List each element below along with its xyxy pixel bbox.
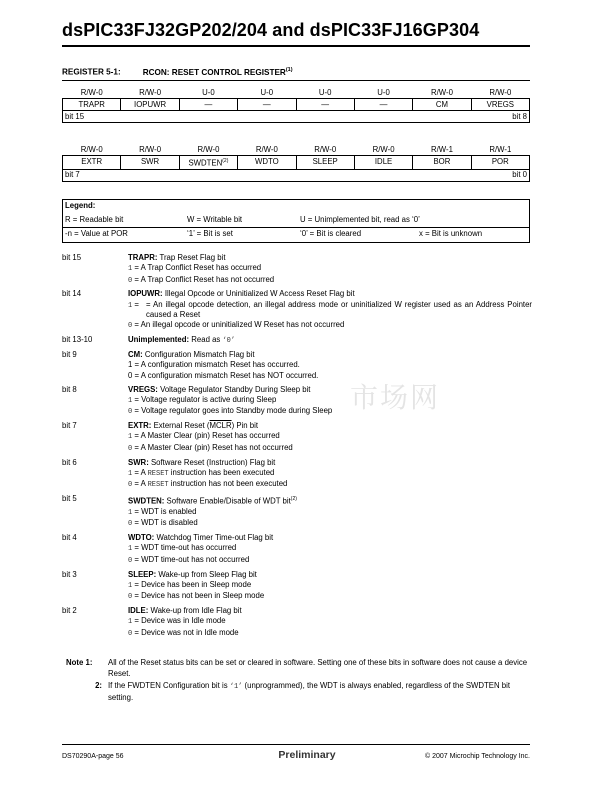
footer-copyright: © 2007 Microchip Technology Inc. (424, 753, 530, 760)
edge-row-low (63, 169, 530, 181)
bit-title: Software Enable/Disable of WDT bit (164, 496, 291, 506)
bit-title: Read as (189, 335, 223, 345)
option-text: 0 = A configuration mismatch Reset has NOT occurred. (128, 370, 319, 380)
bit-name: CM: (128, 350, 143, 360)
bit-cell: IDLE (354, 156, 412, 170)
option-key: 1 (128, 265, 133, 274)
option-key: 1 (128, 301, 133, 310)
bit-name: VREGS: (128, 384, 158, 394)
option-text: = A (132, 467, 148, 477)
register-name: RCON: RESET CONTROL REGISTER (142, 67, 286, 77)
option-key: 0 (128, 556, 133, 565)
bit-name: Unimplemented: (128, 335, 190, 345)
bit-desc-7 (62, 421, 532, 454)
bit-cell: SWR (121, 156, 179, 170)
legend-item: ‘1’ = Bit is set (187, 229, 233, 238)
register-id: REGISTER 5-1: (62, 67, 121, 77)
bit-cell: SLEEP (296, 156, 354, 170)
bit-name: SLEEP: (128, 569, 157, 579)
access-cell: R/W-0 (80, 144, 103, 154)
option-text: = Device was in Idle mode (132, 616, 226, 626)
bit-desc-5 (62, 494, 532, 529)
footer-doc-number: DS70290A-page 56 (62, 753, 124, 760)
bit-edge-labels (63, 111, 530, 123)
note-text-part: If the FWDTEN Configuration bit is (108, 681, 230, 690)
bit-desc-4 (62, 533, 532, 566)
watermark: 市场网 (350, 381, 441, 414)
register-high-byte (62, 87, 530, 123)
option-key: 0 (128, 276, 133, 285)
note-1 (62, 658, 530, 679)
edge-row-high (63, 111, 530, 123)
option-text: = A (132, 479, 148, 489)
bit-label: bit 3 (62, 569, 77, 579)
legend-item: W = Writable bit (187, 215, 243, 224)
option-key: 1 (128, 508, 133, 517)
bit-desc-2 (62, 606, 532, 639)
bit-title: Wake-up from Sleep Flag bit (156, 569, 257, 579)
access-cell: R/W-0 (314, 144, 337, 154)
bit-desc-6 (62, 458, 532, 491)
register-low-byte (62, 144, 530, 182)
note-2 (62, 681, 530, 703)
access-cell: U-0 (377, 87, 390, 97)
bit-cell: — (354, 99, 412, 111)
bit-edge-left: bit 15 (65, 111, 85, 121)
legend-row-2 (63, 227, 529, 241)
option-key: 0 (128, 593, 133, 602)
bit-title-end: ) Pin bit (231, 421, 259, 431)
swdten-note-ref: (2) (222, 158, 229, 164)
bit-desc-3 (62, 570, 532, 603)
bit-cell: WDTO (238, 156, 296, 170)
bit-name: TRAPR: (128, 253, 158, 262)
note-text: All of the Reset status bits can be set or cleared in software. Setting one of these bits in software does not cause a device Reset. (108, 658, 528, 678)
access-cell: R/W-0 (80, 87, 103, 97)
access-cell: R/W-0 (139, 87, 162, 97)
bit-label: bit 5 (62, 494, 77, 504)
legend-row-1 (63, 214, 529, 227)
option-text: = WDT time-out has not occurred (132, 554, 250, 564)
bit-cell: BOR (413, 156, 471, 170)
access-cell: R/W-0 (139, 144, 162, 154)
bit-name: IDLE: (128, 606, 149, 616)
bit-label: bit 9 (62, 350, 77, 360)
access-cell: U-0 (202, 87, 215, 97)
bit-title: Configuration Mismatch Flag bit (142, 350, 255, 360)
option-key: 1 (128, 581, 133, 590)
bit-cell: — (238, 99, 296, 111)
register-title-rule (62, 80, 530, 81)
legend-item: U = Unimplemented bit, read as ‘0’ (300, 215, 420, 224)
bit-title: Illegal Opcode or Uninitialized W Access Reset Flag bit (162, 289, 355, 299)
bit-cell: — (296, 99, 354, 111)
bit-label: bit 13-10 (62, 335, 93, 345)
access-cell: R/W-0 (197, 144, 220, 154)
bit-edge-labels (63, 169, 530, 181)
option-text: = Device has not been in Sleep mode (132, 591, 265, 601)
note-text-part: (unprogrammed), the WDT is always enabled, regardless of the SWDTEN bit setting. (108, 681, 511, 702)
bit-cell: POR (471, 156, 529, 170)
option-text: = WDT time-out has occurred (132, 543, 237, 553)
option-key: 1 (128, 433, 133, 442)
legend-item: x = Bit is unknown (419, 229, 483, 238)
option-text: instruction has not been executed (168, 479, 288, 489)
bit-edge-right: bit 0 (512, 170, 527, 180)
access-cell: R/W-1 (430, 144, 453, 154)
bit-row-high (63, 99, 530, 111)
access-row-low (63, 144, 530, 156)
bit-descriptions (62, 253, 532, 643)
option-text: = WDT is enabled (132, 506, 197, 516)
bit-title: Wake-up from Idle Flag bit (148, 606, 242, 616)
bit-desc-8 (62, 385, 532, 418)
bit-name: SWR: (128, 457, 149, 467)
legend-item: R = Readable bit (65, 215, 124, 224)
bit-name: SWDTEN: (128, 496, 165, 506)
bit-desc-13-10 (62, 335, 532, 346)
option-key: 0 (128, 408, 133, 417)
option-text: = Device has been in Sleep mode (132, 579, 252, 589)
legend-item: -n = Value at POR (65, 229, 128, 238)
option-text: = Voltage regulator goes into Standby mode during Sleep (132, 406, 333, 416)
bit-row-low (63, 156, 530, 170)
reset-instruction: RESET (147, 481, 169, 490)
bit-name: IOPUWR: (128, 289, 163, 299)
option-key: 0 (128, 322, 133, 331)
access-cell: R/W-0 (255, 144, 278, 154)
bit-desc-9 (62, 350, 532, 381)
bit-label: bit 8 (62, 384, 77, 394)
bit-name: EXTR: (128, 421, 152, 431)
bit-desc-15 (62, 253, 532, 286)
bit-label: bit 6 (62, 457, 77, 467)
option-key: 1 (128, 618, 133, 627)
option-text: 1 = A configuration mismatch Reset has occurred. (128, 360, 300, 370)
option-text: = A Trap Conflict Reset has occurred (132, 263, 262, 273)
option-text: = A Trap Conflict Reset has not occurred (132, 274, 275, 284)
bit-cell: VREGS (471, 99, 529, 111)
bit-label: bit 14 (62, 289, 82, 299)
bit-label: bit 15 (62, 253, 82, 262)
legend-item: ‘0’ = Bit is cleared (300, 229, 362, 238)
bit-title: External Reset ( (151, 421, 210, 431)
bit-cell: IOPUWR (121, 99, 179, 111)
note-label: 2: (95, 681, 102, 690)
bit-name: WDTO: (128, 533, 155, 543)
access-cell: R/W-1 (489, 144, 512, 154)
mclr-signal: MCLR (209, 421, 232, 431)
bit-cell: — (179, 99, 237, 111)
option-key: 1 (128, 545, 133, 554)
notes (62, 658, 530, 705)
option-text: = A Master Clear (pin) Reset has occurred (132, 431, 280, 441)
note-text (108, 681, 530, 703)
option-key: 1 (128, 396, 133, 405)
footer-rule (62, 744, 530, 745)
bit-cell: EXTR (63, 156, 121, 170)
option-text: = An illegal opcode detection, an illegal address mode or uninitialized W register used as an Address Pointer caused a Reset (146, 299, 532, 320)
bit-title: Watchdog Timer Time-out Flag bit (154, 533, 274, 543)
bit-title: Trap Reset Flag bit (157, 253, 226, 262)
option-text: = Voltage regulator is active during Sleep (132, 394, 277, 404)
access-cell: U-0 (318, 87, 332, 97)
option-text: = WDT is disabled (132, 518, 198, 528)
access-cell: R/W-0 (489, 87, 512, 97)
footer-status: Preliminary (278, 749, 336, 761)
note-ref: (2) (290, 496, 297, 503)
access-row-high (63, 87, 530, 99)
reset-instruction: RESET (147, 469, 169, 478)
bit-cell-swdten (179, 156, 237, 170)
register-title (62, 67, 293, 77)
bit-label: bit 7 (62, 421, 77, 431)
register-note-ref: (1) (285, 67, 293, 73)
bit-cell: CM (413, 99, 471, 111)
bit-edge-right: bit 8 (512, 111, 527, 121)
option-text: = A Master Clear (pin) Reset has not occurred (132, 442, 293, 452)
bit-title: Software Reset (Instruction) Flag bit (148, 457, 276, 467)
title-rule (62, 45, 530, 47)
legend-header: Legend: (65, 201, 96, 210)
note-value: ‘1’ (229, 683, 243, 691)
option-key: 1 (128, 469, 133, 478)
bit-desc-14: bit 14 IOPUWR: Illegal Opcode or Uninitialized W Access Reset Flag bit 1 = = An illegal opcode detection, an illegal address mode or uninitialized W register used as an Address Pointer caused a Reset 0 = An illegal opcode or uninitialized W Reset has not occurred (62, 289, 532, 331)
option-key: 0 (128, 629, 133, 638)
bit-cell: TRAPR (63, 99, 121, 111)
bit-label: bit 4 (62, 533, 77, 543)
swdten-label: SWDTEN (188, 158, 223, 168)
option-text: instruction has been executed (168, 467, 275, 477)
read-value: ‘0’ (222, 337, 236, 346)
access-cell: R/W-0 (372, 144, 395, 154)
access-cell: R/W-0 (430, 87, 453, 97)
legend-box (62, 199, 530, 243)
page-title: dsPIC33FJ32GP202/204 and dsPIC33FJ16GP304 (62, 20, 480, 40)
option-key: 0 (128, 444, 133, 453)
option-text: = Device was not in Idle mode (132, 627, 239, 637)
bit-edge-left: bit 7 (65, 170, 80, 180)
bit-label: bit 2 (62, 606, 77, 616)
note-label: Note 1: (66, 658, 93, 667)
option-key: 0 (128, 481, 133, 490)
option-text: = An illegal opcode or uninitialized W Reset has not occurred (132, 320, 345, 330)
bit-title: Voltage Regulator Standby During Sleep bit (157, 384, 311, 394)
option-key: 0 (128, 520, 133, 529)
access-cell: U-0 (260, 87, 274, 97)
